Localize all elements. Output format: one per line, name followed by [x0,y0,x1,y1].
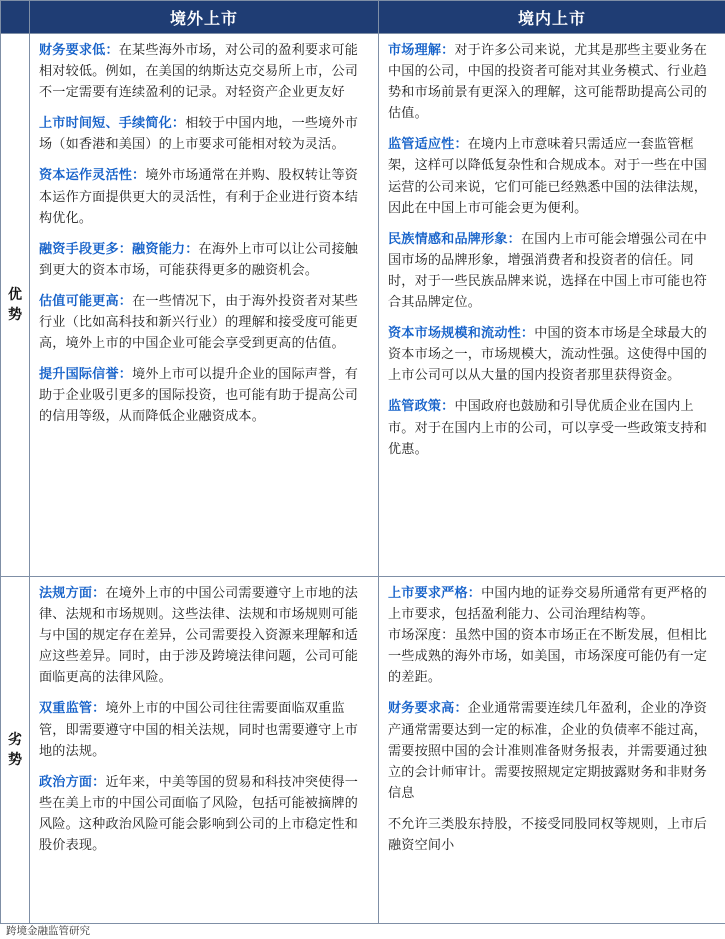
item-text: 在境外上市的中国公司需要遵守上市地的法律、法规和市场规则。这些法律、法规和市场规则可能与中国的规定存在差异，公司需要投入资源来理解和适应这些差异。同时，由于涉及跨境法律问题，公司可能面临更高的法律风险。 [39,586,359,686]
disadvantages-label-char: 劣 [8,732,22,748]
item-text: 中国的资本市场是全球最大的资本市场之一，市场规模大，流动性强。这使得中国的上市公司可以从大量的国内投资者那里获得资金。 [388,326,708,384]
item-keyword: 资本市场规模和流动性： [388,326,535,342]
header-overseas: 境外上市 [30,1,379,34]
item-text: 对于许多公司来说，尤其是那些主要业务在中国的公司，中国的投资者可能对其业务模式、行业趋势和市场前景有更深入的理解，这可能帮助提高公司的估值。 [388,43,708,122]
dis-overseas-item [39,583,371,688]
adv-overseas-item [39,113,371,155]
item-keyword: 上市时间短、手续简化： [39,116,186,132]
item-text: 市场深度：虽然中国的资本市场正在不断发展，但相比一些成熟的海外市场，如美国，市场深度可能仍有一定的差距。 [388,628,708,686]
item-text: 在国内上市可能会增强公司在中国市场的品牌形象，增强消费者和投资者的信任。同时，对于一些民族品牌来说，选择在中国上市可能也符合其品牌定位。 [388,231,708,311]
item-text: 境外市场通常在并购、股权转让等资本运作方面提供更大的灵活性，有利于企业进行资本结构优化。 [39,168,359,226]
item-keyword: 双重监管： [39,701,106,717]
item-text: 在某些海外市场，对公司的盈利要求可能相对较低。例如，在美国的纳斯达克交易所上市，公司不一定需要有连续盈利的记录。对轻资产企业更友好 [39,43,359,101]
dis-domestic-item [388,698,718,803]
advantages-row [1,34,725,577]
item-keyword: 估值可能更高： [39,293,133,309]
advantages-label [1,34,30,577]
disadvantages-label [1,577,30,924]
item-text: 企业通常需要连续几年盈利，企业的净资产通常需要达到一定的标准，企业的负债率不能过高，需要按照中国的会计准则准备财务报表，并需要通过独立的会计师审计。需要按照规定定期披露财务和非财务信息 [388,701,708,801]
adv-overseas-item [39,40,371,103]
advantages-overseas-cell [30,34,379,577]
item-text: 不允许三类股东持股，不接受同股同权等规则，上市后融资空间小 [388,816,708,854]
advantages-label-char: 优 [8,287,22,303]
item-text: 境外上市可以提升企业的国际声誉，有助于企业吸引更多的国际投资，也可能有助于提高公司的信用等级，从而降低企业融资成本。 [39,367,359,425]
disadvantages-domestic-cell [379,577,725,924]
disadvantages-overseas-cell [30,577,379,924]
adv-overseas-item [39,239,371,281]
item-keyword: 法规方面： [39,586,106,601]
item-keyword: 监管适应性： [388,137,468,153]
adv-domestic-item [388,40,718,124]
item-text: 在海外上市可以让公司接触到更大的资本市场，可能获得更多的融资机会。 [39,241,359,278]
item-text: 中国内地的证券交易所通常有更严格的上市要求，包括盈利能力、公司治理结构等。 [388,586,708,623]
dis-overseas-item [39,698,371,761]
item-keyword: 上市要求严格： [388,586,482,601]
item-text: 境外上市的中国公司往往需要面临双重监管，即需要遵守中国的相关法规，同时也需要遵守上市地的法规。 [39,701,359,759]
adv-domestic-item [388,323,718,386]
item-text: 近年来，中美等国的贸易和科技冲突使得一些在美上市的中国公司面临了风险，包括可能被摘牌的风险。这种政治风险可能会影响到公司的上市稳定性和股价表现。 [39,774,359,854]
adv-domestic-item [388,134,718,218]
header-corner [1,1,30,34]
item-keyword: 市场理解： [388,43,455,58]
header-domestic: 境内上市 [379,1,725,34]
advantages-label-char: 势 [8,307,22,323]
adv-overseas-item [39,364,371,427]
dis-domestic-item [388,814,718,856]
dis-domestic-item [388,583,718,625]
item-keyword: 政治方面： [39,774,106,790]
dis-overseas-item [39,772,371,856]
dis-domestic-item [388,625,718,688]
advantages-domestic-cell [379,34,725,577]
item-keyword: 提升国际信誉： [39,367,133,383]
item-text: 中国政府也鼓励和引导优质企业在国内上市。对于在国内上市的公司，可以享受一些政策支持和优惠。 [388,399,708,457]
item-keyword: 监管政策： [388,399,455,415]
item-keyword: 财务要求低： [39,43,119,58]
adv-overseas-item [39,165,371,228]
adv-domestic-item [388,229,718,313]
item-text: 在境内上市意味着只需适应一套监管框架，这样可以降低复杂性和合规成本。对于一些在中国运营的公司来说，它们可能已经熟悉中国的法律法规，因此在中国上市可能会更为便利。 [388,137,708,216]
disadvantages-label-char: 势 [8,752,22,768]
item-text: 在一些情况下，由于海外投资者对某些行业（比如高科技和新兴行业）的理解和接受度可能更高，境外上市的中国企业可能会享受到更高的估值。 [39,293,359,352]
adv-overseas-item [39,291,371,354]
item-keyword: 融资手段更多：融资能力： [39,241,199,257]
adv-domestic-item [388,396,718,459]
source-note: 跨境金融监管研究 [6,925,90,937]
header-row [1,1,725,34]
item-text: 相较于中国内地，一些境外市场（如香港和美国）的上市要求可能相对较为灵活。 [39,116,359,153]
disadvantages-row [1,577,725,924]
item-keyword: 财务要求高： [388,701,468,717]
item-keyword: 民族情感和品牌形象： [388,231,521,247]
item-keyword: 资本运作灵活性： [39,168,146,184]
